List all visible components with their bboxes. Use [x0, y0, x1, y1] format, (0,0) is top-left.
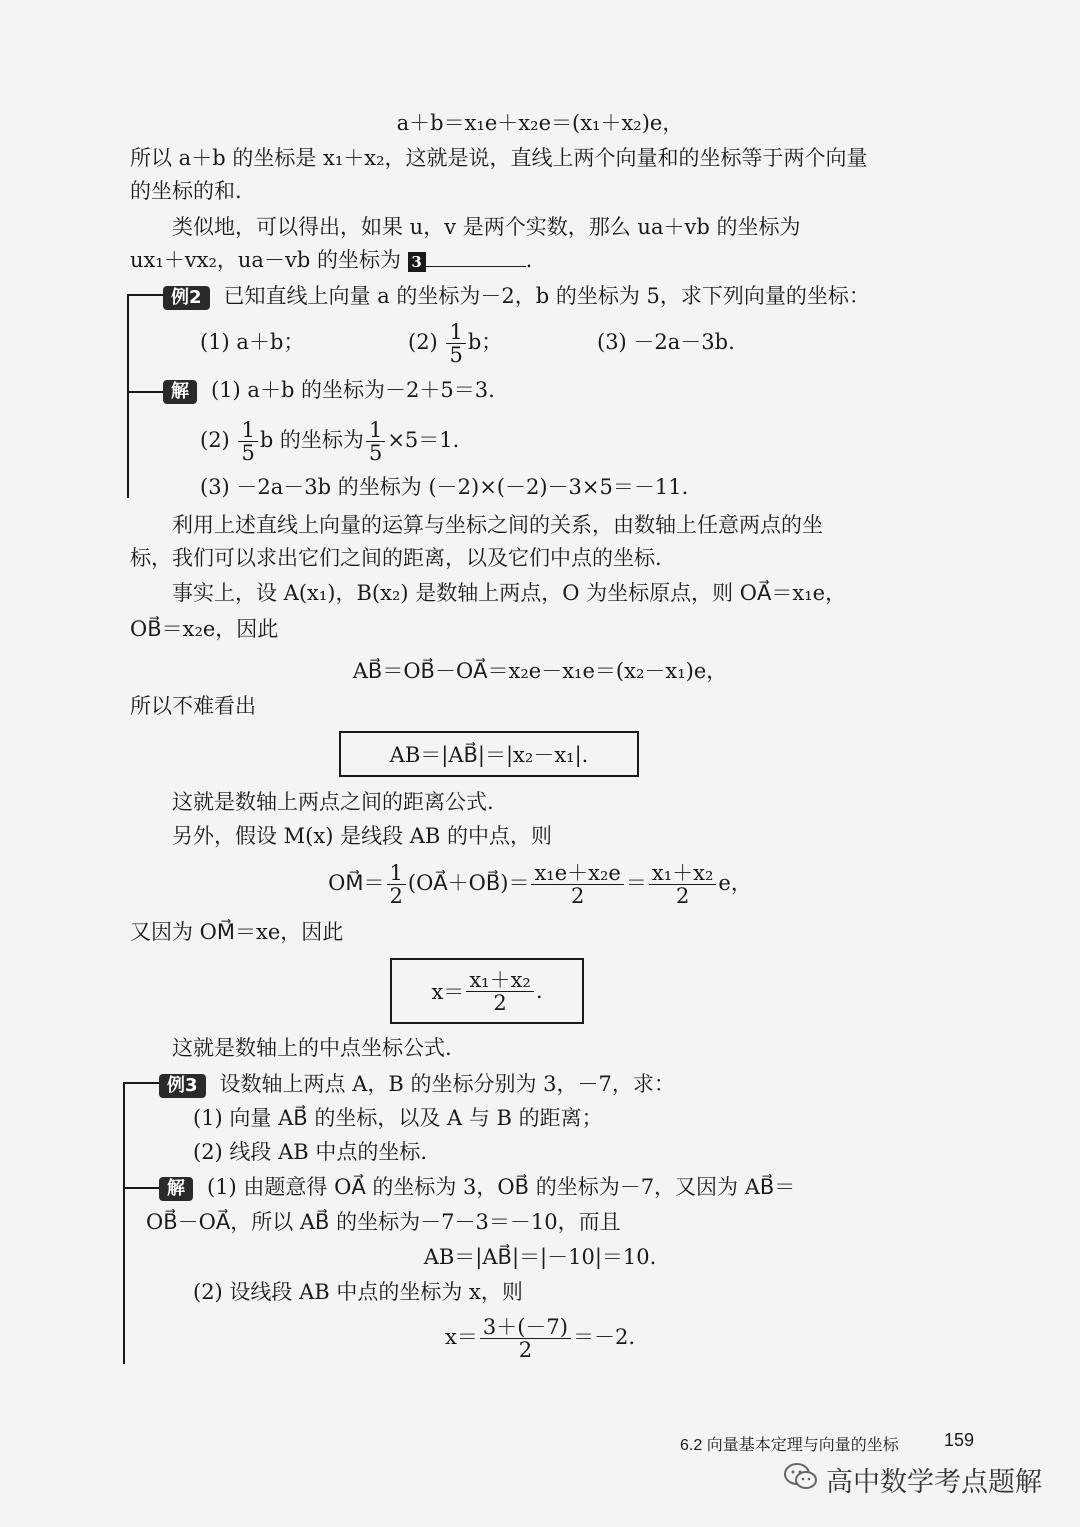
text-line: 类似地，可以得出，如果 u，v 是两个实数，那么 ua＋vb 的坐标为 — [172, 215, 801, 239]
text-line: 的坐标的和. — [130, 179, 242, 203]
denominator: 5 — [241, 441, 255, 465]
question-item-1: (1) 向量 AB⃗ 的坐标，以及 A 与 B 的距离； — [193, 1106, 603, 1130]
numerator: 1 — [366, 419, 385, 442]
equation-om: OM⃗＝ $\frac{1}{2}$ (OA⃗＋OB⃗)＝ $\frac{\text{x₁e＋x₂e}}{2}$ ＝ $\frac{\text{x₁＋x₂}}{2}$ e， — [328, 861, 752, 908]
text-segment: (OA⃗＋OB⃗)＝ — [407, 871, 530, 895]
question-text: 设数轴上两点 A，B 的坐标分别为 3，－7，求： — [219, 1072, 675, 1096]
example-tag: 例3 — [159, 1074, 206, 1098]
denominator: 2 — [518, 1338, 533, 1362]
text-segment: ＝－2. — [572, 1325, 635, 1349]
text-line: 标，我们可以求出它们之间的距离，以及它们中点的坐标. — [130, 546, 662, 570]
text-segment: b 的坐标为 — [259, 428, 364, 452]
solution-line-1 — [159, 1172, 795, 1202]
text-line: 利用上述直线上向量的运算与坐标之间的关系，由数轴上任意两点的坐 — [172, 513, 823, 537]
text-line: 这就是数轴上的中点坐标公式. — [172, 1036, 452, 1060]
numerator: x₁＋x₂ — [466, 969, 534, 992]
numerator: 1 — [387, 862, 406, 885]
denominator: 2 — [675, 884, 690, 908]
equation-ab: AB⃗＝OB⃗－OA⃗＝x₂e－x₁e＝(x₂－x₁)e， — [352, 659, 728, 683]
item-number: (2) — [408, 330, 438, 354]
fraction — [649, 862, 717, 907]
text-line: 又因为 OM⃗＝xe，因此 — [130, 920, 344, 944]
fraction — [531, 862, 623, 907]
denominator: 2 — [389, 884, 403, 908]
question-item-2 — [408, 318, 502, 366]
text-segment: b； — [467, 330, 503, 354]
numerator: x₁＋x₂ — [649, 862, 717, 885]
solution-text: (1) a＋b 的坐标为－2＋5＝3. — [211, 378, 495, 402]
text-line: 事实上，设 A(x₁)，B(x₂) 是数轴上两点，O 为坐标原点，则 OA⃗＝x₁e， — [172, 581, 847, 605]
solution-line-2 — [200, 416, 459, 464]
watermark-text: 高中数学考点题解 — [826, 1467, 1042, 1498]
solution-line-5 — [0, 1310, 1080, 1364]
item-number: (2) — [200, 428, 230, 452]
bracket-hook — [127, 294, 163, 296]
text-line: 这就是数轴上两点之间的距离公式. — [172, 790, 494, 814]
solution-line-3: AB＝|AB⃗|＝|－10|＝10. — [423, 1245, 657, 1269]
text-segment: ux₁＋vx₂，ua－vb 的坐标为 — [130, 248, 401, 272]
text-segment: OM⃗＝ — [328, 871, 385, 895]
text-segment: ×5＝1. — [387, 428, 460, 452]
numerator: 1 — [238, 419, 257, 442]
example-tag: 例2 — [163, 286, 210, 310]
bracket-hook — [123, 1187, 159, 1189]
text-line — [130, 245, 532, 275]
text-line: 另外，假设 M(x) 是线段 AB 的中点，则 — [172, 824, 553, 848]
denominator: 5 — [449, 343, 463, 367]
example-2-question — [163, 281, 870, 311]
text-segment: . — [535, 979, 543, 1003]
fill-blank — [426, 248, 526, 267]
question-item-1: (1) a＋b； — [200, 330, 305, 354]
solution-line-1 — [163, 375, 495, 405]
solution-text: (1) 由题意得 OA⃗ 的坐标为 3，OB⃗ 的坐标为－7，又因为 AB⃗＝ — [207, 1175, 796, 1199]
blank-number-badge: 3 — [408, 252, 426, 272]
distance-formula-box: AB＝|AB⃗|＝|x₂－x₁|. — [339, 731, 639, 777]
wechat-icon — [783, 1462, 819, 1492]
text-segment: x＝ — [431, 980, 465, 1004]
numerator: x₁e＋x₂e — [531, 862, 623, 885]
text-segment: e， — [718, 871, 752, 895]
solution-line-4: (2) 设线段 AB 中点的坐标为 x，则 — [193, 1280, 523, 1304]
bracket-hook — [123, 1082, 159, 1084]
solution-line-2: OB⃗－OA⃗，所以 AB⃗ 的坐标为－7－3＝－10，而且 — [146, 1210, 621, 1234]
text-line: OB⃗＝x₂e，因此 — [130, 617, 279, 641]
numerator: 1 — [446, 321, 465, 344]
section-title: 6.2 向量基本定理与向量的坐标 — [680, 1437, 899, 1454]
denominator: 2 — [570, 884, 585, 908]
text-segment: . — [525, 248, 533, 272]
fraction — [480, 1316, 571, 1361]
question-item-2: (2) 线段 AB 中点的坐标. — [193, 1140, 428, 1164]
fraction — [238, 419, 257, 464]
page-number: 159 — [944, 1430, 975, 1450]
denominator: 5 — [368, 441, 383, 465]
text-line: 所以不难看出 — [130, 694, 256, 718]
solution-tag: 解 — [159, 1177, 193, 1201]
solution-line-3: (3) －2a－3b 的坐标为 (－2)×(－2)－3×5＝－11. — [200, 475, 689, 499]
fraction — [446, 321, 465, 366]
example-3-question — [159, 1069, 675, 1099]
fraction — [387, 862, 406, 907]
example-bracket — [127, 294, 129, 498]
text-line: 所以 a＋b 的坐标是 x₁＋x₂，这就是说，直线上两个向量和的坐标等于两个向量 — [130, 146, 868, 170]
question-item-3: (3) －2a－3b. — [597, 330, 735, 354]
numerator: 3＋(－7) — [480, 1316, 571, 1339]
fraction — [466, 969, 534, 1014]
denominator: 2 — [493, 990, 507, 1015]
text-segment: x＝ — [445, 1325, 478, 1349]
solution-tag: 解 — [163, 380, 197, 404]
fraction — [366, 419, 385, 464]
question-text: 已知直线上向量 a 的坐标为－2，b 的坐标为 5，求下列向量的坐标： — [223, 284, 870, 308]
midpoint-formula-box — [390, 958, 584, 1024]
bracket-hook — [127, 391, 163, 393]
equation-sum: a＋b＝x₁e＋x₂e＝(x₁＋x₂)e， — [396, 111, 684, 135]
